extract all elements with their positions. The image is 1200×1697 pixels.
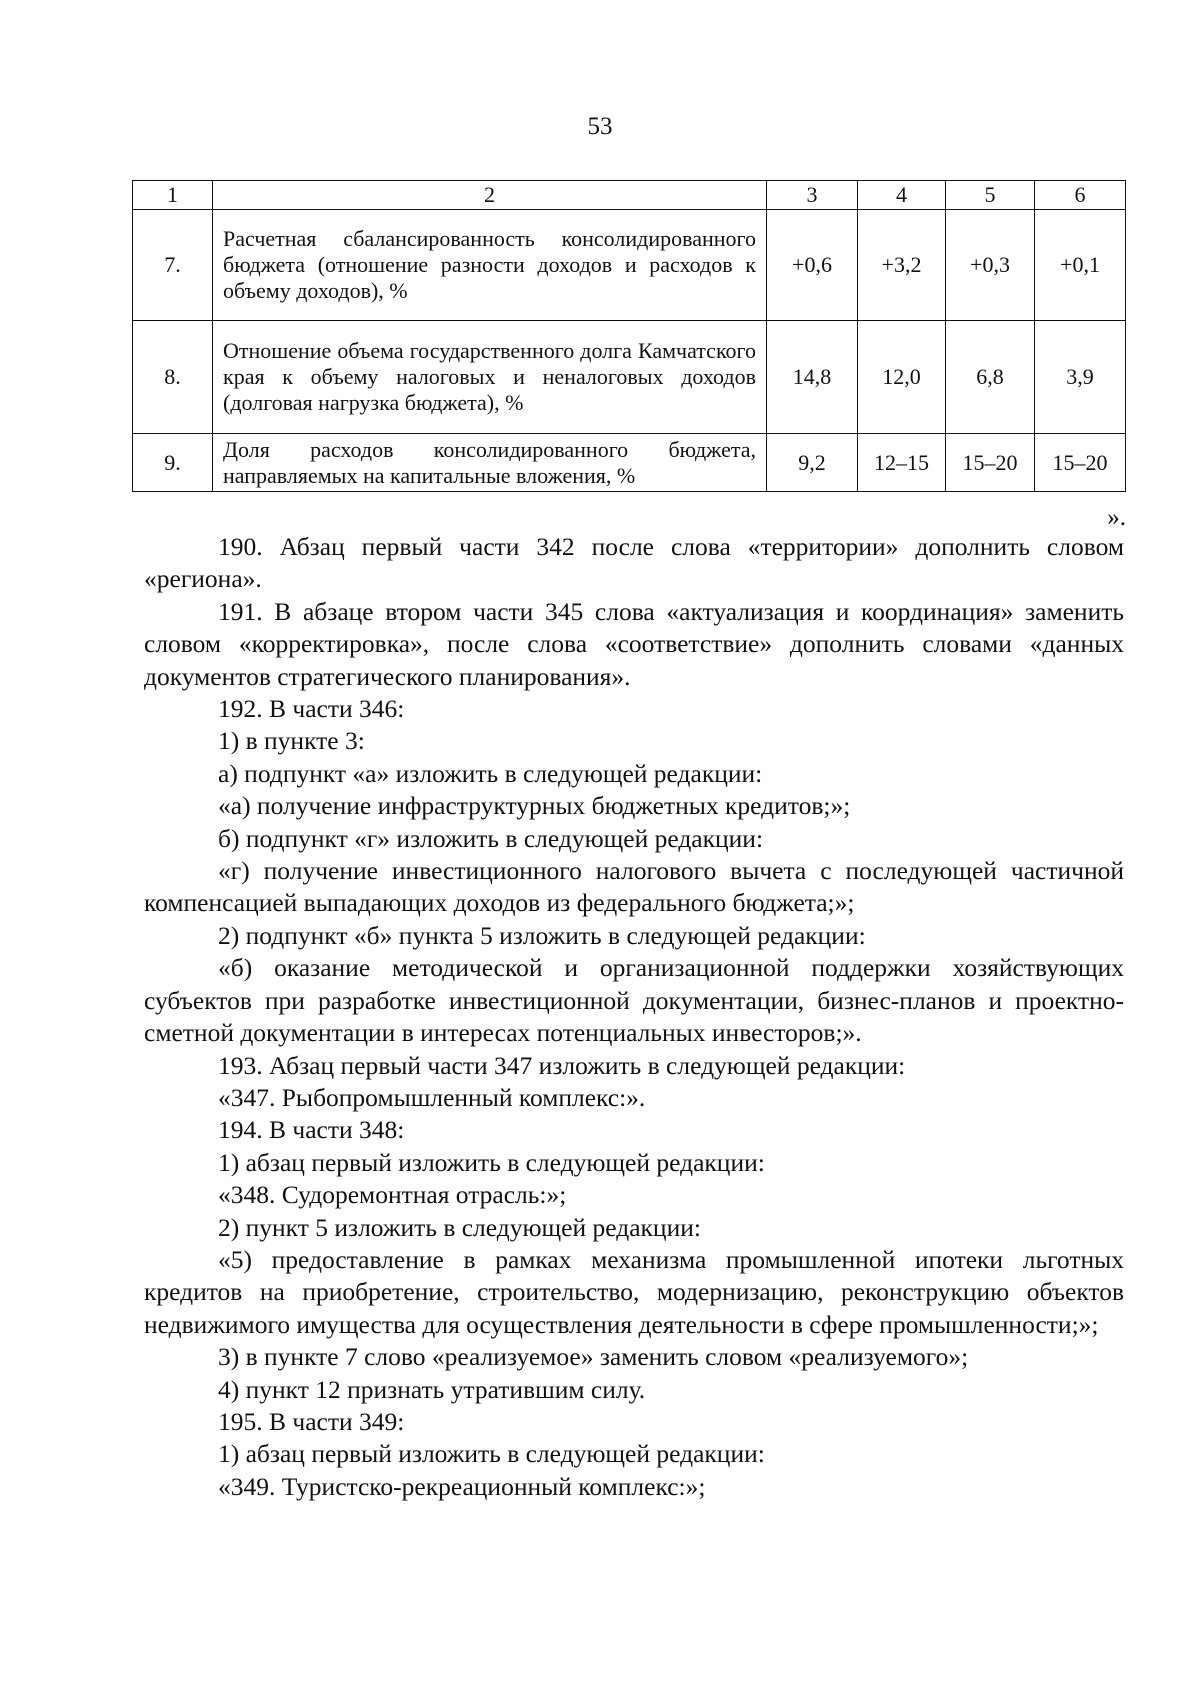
indicator-value: 15–20 xyxy=(1035,434,1126,492)
table-row xyxy=(133,210,1126,321)
indicator-value: 6,8 xyxy=(946,321,1035,434)
paragraph: «г) получение инвестиционного налогового вычета с последующей частичной компенсацией выпадающих доходов из федерального бюджета;»; xyxy=(144,856,1124,918)
indicator-value: +0,3 xyxy=(946,210,1035,321)
indicator-name: Доля расходов консолидированного бюджета, направляемых на капитальные вложения, % xyxy=(213,434,767,492)
indicator-value: 9,2 xyxy=(767,434,858,492)
paragraph: 2) пункт 5 изложить в следующей редакции: xyxy=(218,1212,701,1242)
indicator-name: Отношение объема государственного долга Камчатского края к объему налоговых и неналоговых доходов (долговая нагрузка бюджета), % xyxy=(213,321,767,434)
paragraph: «а) получение инфраструктурных бюджетных кредитов;»; xyxy=(218,791,851,821)
indicator-value: 12–15 xyxy=(858,434,946,492)
indicator-value: 3,9 xyxy=(1035,321,1126,434)
paragraph: 192. В части 346: xyxy=(218,694,405,724)
indicator-value: 14,8 xyxy=(767,321,858,434)
closing-quote: ». xyxy=(1107,504,1126,531)
indicator-name: Расчетная сбалансированность консолидированного бюджета (отношение разности доходов и расходов к объему доходов), % xyxy=(213,210,767,321)
paragraph: б) подпункт «г» изложить в следующей редакции: xyxy=(218,823,764,853)
paragraph: 194. В части 348: xyxy=(218,1115,405,1145)
indicator-value: 15–20 xyxy=(946,434,1035,492)
table-header-cell: 1 xyxy=(133,181,213,210)
table-header-cell: 6 xyxy=(1035,181,1126,210)
table-header-cell: 4 xyxy=(858,181,946,210)
paragraph: «347. Рыбопромышленный комплекс:». xyxy=(218,1082,646,1112)
table-header-cell: 5 xyxy=(946,181,1035,210)
paragraph: «349. Туристско-рекреационный комплекс:»; xyxy=(218,1471,706,1501)
indicators-table xyxy=(132,180,1126,492)
paragraph: 1) абзац первый изложить в следующей редакции: xyxy=(218,1147,765,1177)
table-header-row xyxy=(133,181,1126,210)
paragraph: 3) в пункте 7 слово «реализуемое» заменить словом «реализуемого»; xyxy=(218,1342,969,1372)
table-header-cell: 2 xyxy=(213,181,767,210)
indicator-value: +3,2 xyxy=(858,210,946,321)
paragraph: «348. Судоремонтная отрасль:»; xyxy=(218,1180,567,1210)
table-row xyxy=(133,434,1126,492)
paragraph: 2) подпункт «б» пункта 5 изложить в следующей редакции: xyxy=(218,920,866,950)
paragraph: 1) абзац первый изложить в следующей редакции: xyxy=(218,1439,765,1469)
page-number: 53 xyxy=(587,113,613,140)
paragraph: 195. В части 349: xyxy=(218,1406,405,1436)
indicator-value: +0,6 xyxy=(767,210,858,321)
paragraph: 193. Абзац первый части 347 изложить в следующей редакции: xyxy=(218,1050,906,1080)
paragraph: а) подпункт «а» изложить в следующей редакции: xyxy=(218,758,763,788)
paragraph: 191. В абзаце втором части 345 слова «актуализация и координация» заменить словом «корректировка», после слова «соответствие» дополнить словами «данных документов стратегического планирования». xyxy=(144,596,1124,691)
row-number: 9. xyxy=(133,434,213,492)
row-number: 8. xyxy=(133,321,213,434)
indicator-value: +0,1 xyxy=(1035,210,1126,321)
paragraph: «5) предоставление в рамках механизма промышленной ипотеки льготных кредитов на приобретение, строительство, модернизацию, реконструкцию объектов недвижимого имущества для осуществления деятельности в сфере промышленности;»; xyxy=(144,1244,1124,1339)
paragraph: 4) пункт 12 признать утратившим силу. xyxy=(218,1374,646,1404)
table-row xyxy=(133,321,1126,434)
paragraph: 190. Абзац первый части 342 после слова «территории» дополнить словом «региона». xyxy=(144,532,1124,594)
paragraph: «б) оказание методической и организационной поддержки хозяйствующих субъектов при разработке инвестиционной документации, бизнес-планов и проектно-сметной документации в интересах потенциальных инвесторов;». xyxy=(144,953,1124,1048)
table-header-cell: 3 xyxy=(767,181,858,210)
paragraph: 1) в пункте 3: xyxy=(218,726,365,756)
indicator-value: 12,0 xyxy=(858,321,946,434)
row-number: 7. xyxy=(133,210,213,321)
document-body xyxy=(144,531,1124,1503)
